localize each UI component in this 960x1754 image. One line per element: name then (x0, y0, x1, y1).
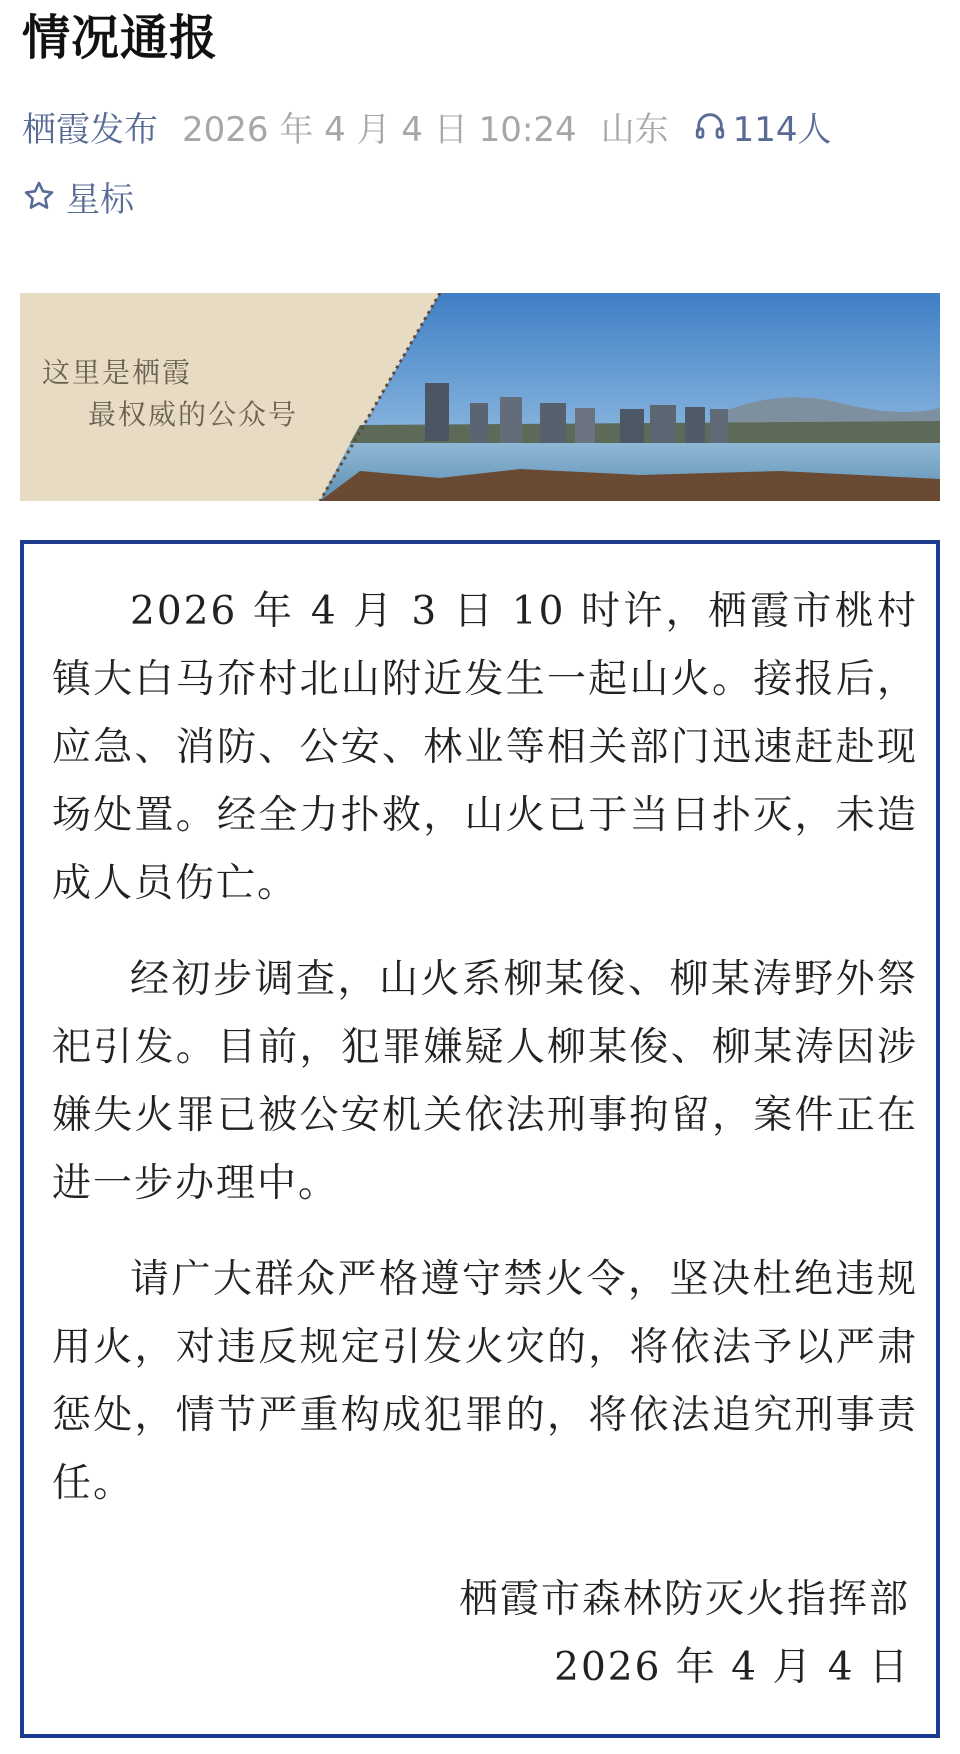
headphones-icon (693, 109, 727, 143)
header-banner-image (20, 293, 940, 501)
article-title: 情况通报 (22, 10, 219, 66)
article-meta (22, 98, 832, 154)
notice-signature (459, 1566, 910, 1702)
listen-button[interactable] (693, 102, 832, 151)
listen-count: 114人 (732, 109, 832, 150)
banner-slogan-line2: 最权威的公众号 (88, 398, 299, 431)
account-name-link[interactable]: 栖霞发布 (22, 109, 158, 150)
notice-paragraph: 2026 年 4 月 3 日 10 时许，栖霞市桃村镇大白马夼村北山附近发生一起山火。接报后，应急、消防、公安、林业等相关部门迅速赶赴现场处置。经全力扑救，山火已于当日扑灭，未造成人员伤亡。 (52, 589, 918, 906)
star-label: 星标 (66, 179, 134, 220)
publish-date: 2026 年 4 月 4 日 10:24 (182, 109, 577, 150)
banner-slogan-line1: 这里是栖霞 (42, 356, 193, 389)
notice-paragraph: 请广大群众严格遵守禁火令，坚决杜绝违规用火，对违反规定引发火灾的，将依法予以严肃惩处，情节严重构成犯罪的，将依法追究刑事责任。 (52, 1257, 918, 1506)
notice-body (52, 578, 918, 1546)
signer-name: 栖霞市森林防灭火指挥部 (458, 1577, 910, 1622)
star-outline-icon (22, 179, 56, 213)
star-button[interactable] (22, 168, 134, 224)
sign-date: 2026 年 4 月 4 日 (554, 1645, 910, 1690)
notice-paragraph: 经初步调查，山火系柳某俊、柳某涛野外祭祀引发。目前，犯罪嫌疑人柳某俊、柳某涛因涉嫌失火罪已被公安机关依法刑事拘留，案件正在进一步办理中。 (52, 957, 918, 1206)
notice-box (20, 540, 940, 1738)
publish-region: 山东 (600, 109, 669, 150)
